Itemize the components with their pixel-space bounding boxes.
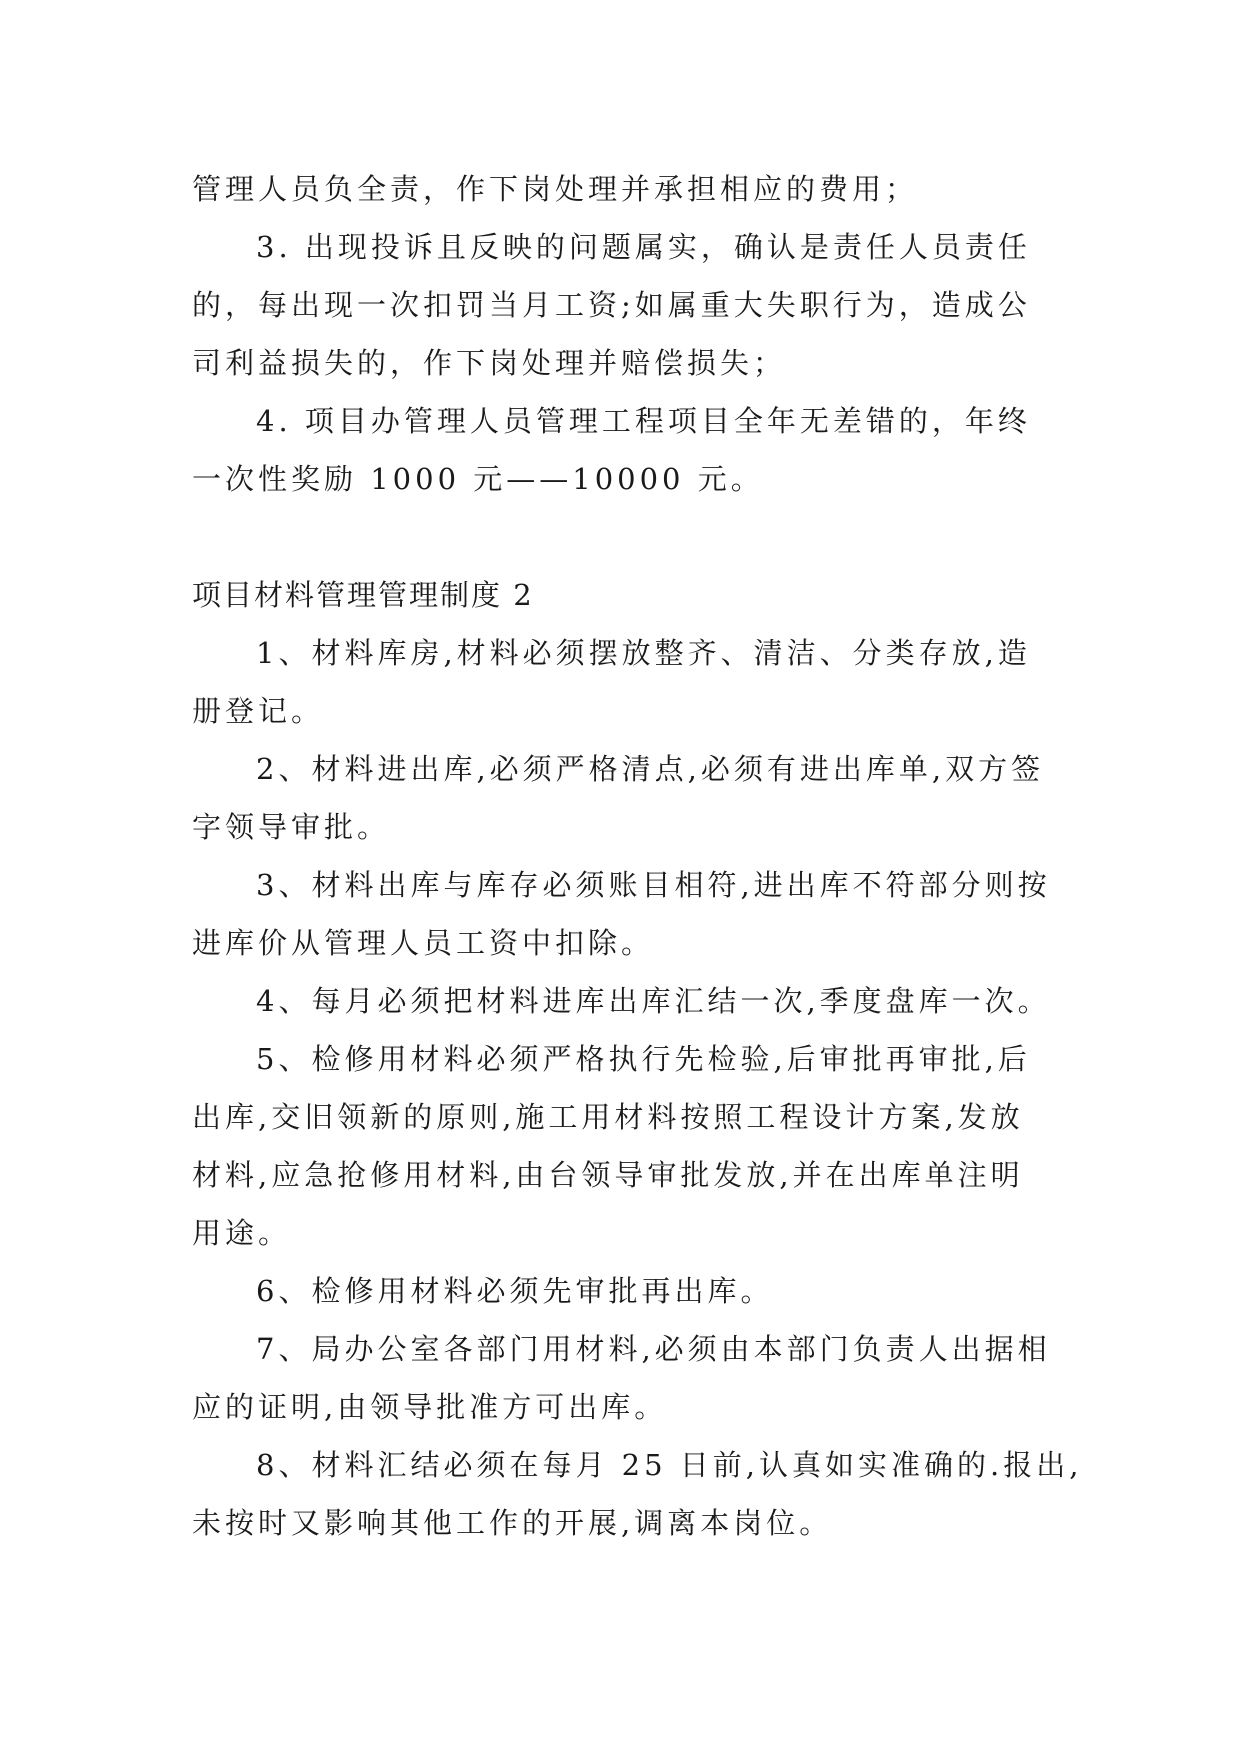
section-title: 项目材料管理管理制度 2 bbox=[192, 578, 534, 612]
section-spacer bbox=[192, 508, 1052, 566]
paragraph-line: 材料,应急抢修用材料,由台领导审批发放,并在出库单注明 bbox=[192, 1158, 1024, 1192]
paragraph-line: 4. 项目办管理人员管理工程项目全年无差错的，年终 bbox=[256, 404, 1031, 438]
paragraph-line: 5、检修用材料必须严格执行先检验,后审批再审批,后 bbox=[256, 1042, 1031, 1076]
paragraph-line: 7、局办公室各部门用材料,必须由本部门负责人出据相 bbox=[256, 1332, 1051, 1366]
paragraph-line: 册登记。 bbox=[192, 694, 325, 728]
paragraph-line: 未按时又影响其他工作的开展,调离本岗位。 bbox=[192, 1506, 833, 1540]
paragraph-line: 一次性奖励 1000 元——10000 元。 bbox=[192, 462, 764, 496]
paragraph-line: 3、材料出库与库存必须账目相符,进出库不符部分则按 bbox=[256, 868, 1051, 902]
paragraph-line: 6、检修用材料必须先审批再出库。 bbox=[256, 1274, 774, 1308]
paragraph-line: 的，每出现一次扣罚当月工资;如属重大失职行为，造成公 bbox=[192, 288, 1031, 322]
document-body bbox=[192, 160, 1083, 1552]
paragraph-line: 出库,交旧领新的原则,施工用材料按照工程设计方案,发放 bbox=[192, 1100, 1024, 1134]
paragraph-line: 进库价从管理人员工资中扣除。 bbox=[192, 926, 655, 960]
paragraph-line: 2、材料进出库,必须严格清点,必须有进出库单,双方签 bbox=[256, 752, 1045, 786]
paragraph-line: 3. 出现投诉且反映的问题属实，确认是责任人员责任 bbox=[256, 230, 1031, 264]
paragraph-line: 司利益损失的，作下岗处理并赔偿损失； bbox=[192, 346, 787, 380]
paragraph-line: 8、材料汇结必须在每月 25 日前,认真如实准确的.报出, bbox=[256, 1448, 1083, 1482]
paragraph-line: 4、每月必须把材料进库出库汇结一次,季度盘库一次。 bbox=[256, 984, 1051, 1018]
paragraph-line: 字领导审批。 bbox=[192, 810, 391, 844]
paragraph-line: 用途。 bbox=[192, 1216, 292, 1250]
paragraph-line: 1、材料库房,材料必须摆放整齐、清洁、分类存放,造 bbox=[256, 636, 1031, 670]
paragraph-line: 应的证明,由领导批准方可出库。 bbox=[192, 1390, 668, 1424]
paragraph-line: 管理人员负全责，作下岗处理并承担相应的费用； bbox=[192, 172, 919, 206]
